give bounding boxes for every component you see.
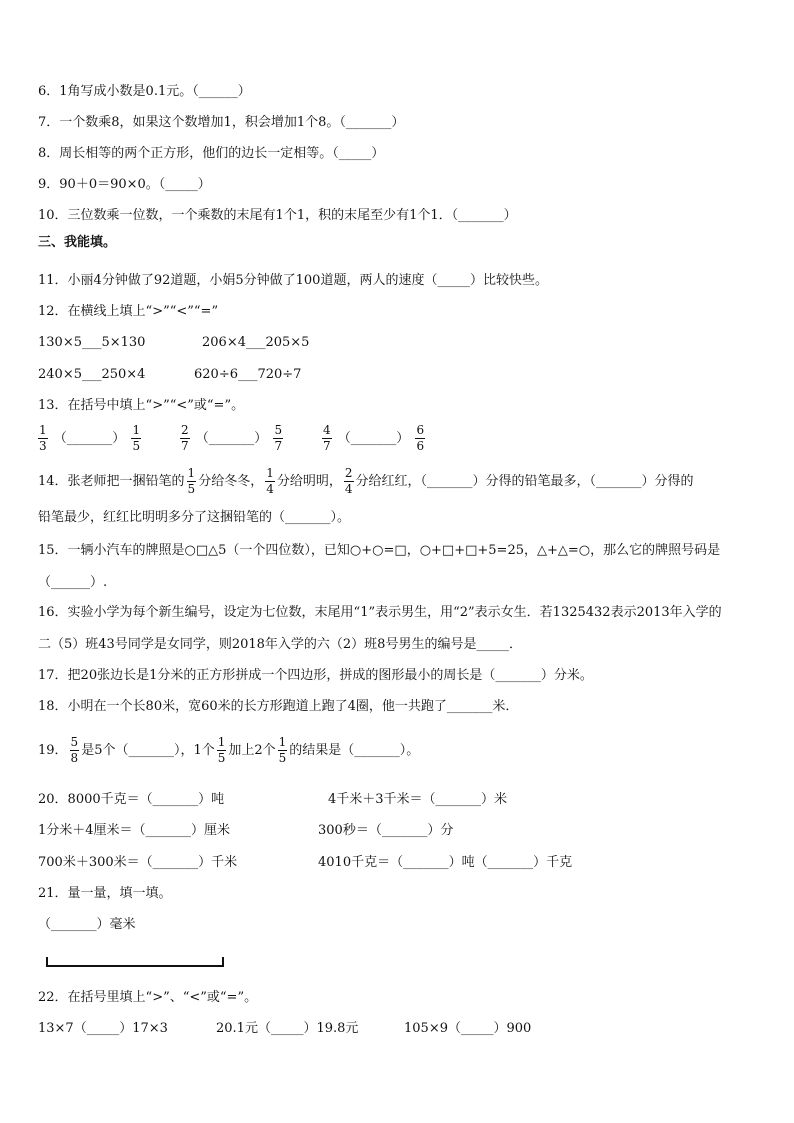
question-10: 10．三位数乘一位数，一个乘数的末尾有1个1，积的末尾至少有1个1．（_______） <box>38 208 517 223</box>
question-11: 11．小丽4分钟做了92道题，小娟5分钟做了100道题，两人的速度（_____）比较快些。 <box>38 273 548 288</box>
question-22: 22．在括号里填上“>”、“<”或“=”。 <box>38 990 258 1005</box>
fraction: $\frac{1}{5}$ <box>187 466 196 496</box>
question-8: 8．周长相等的两个正方形，他们的边长一定相等。（_____） <box>38 146 385 161</box>
fraction: $\frac{5}{7}$ <box>274 423 283 453</box>
fraction: $\frac{2}{4}$ <box>344 466 353 496</box>
fraction: $\frac{6}{6}$ <box>416 423 425 453</box>
question-13-compare-3 <box>320 424 427 453</box>
text: 是5个（_______），1个 <box>81 743 215 758</box>
text: 19． <box>38 743 68 758</box>
question-21: 21．量一量，填一填。 <box>38 886 172 901</box>
question-20-b: 4千米＋3千米＝（_______）米 <box>328 792 508 807</box>
answer-blank: （_______） <box>195 431 268 446</box>
question-20-e: 700米＋300米＝（_______）千米 <box>38 855 238 870</box>
section-heading-3: 三、我能填。 <box>38 235 117 250</box>
question-15-line-2: （______）. <box>38 575 108 590</box>
question-13-compare-1 <box>36 424 143 453</box>
question-20-c: 1分米＋4厘米＝（_______）厘米 <box>38 823 231 838</box>
question-12: 12．在横线上填上“>”“<”“=” <box>38 304 219 319</box>
fraction: $\frac{2}{7}$ <box>181 423 189 453</box>
fraction: $\frac{1}{5}$ <box>278 735 287 765</box>
measure-line-segment <box>46 957 224 967</box>
question-16: 16．实验小学为每个新生编号，设定为七位数，末尾用“1”表示男生，用“2”表示女生．若1325432表示2013年入学的 <box>38 605 722 620</box>
question-21-answer: （_______）毫米 <box>38 917 136 932</box>
question-7: 7．一个数乘8，如果这个数增加1，积会增加1个8。（_______） <box>38 115 405 130</box>
question-14-line-2: 铅笔最少，红红比明明多分了这捆铅笔的（_______）。 <box>38 510 351 525</box>
text: 分给明明， <box>276 474 342 489</box>
question-19 <box>38 736 419 765</box>
text: 的结果是（_______）。 <box>289 743 420 758</box>
text: 加上2个 <box>228 743 276 758</box>
question-20-a: 20．8000千克＝（_______）吨 <box>38 792 225 807</box>
fraction: $\frac{1}{5}$ <box>132 423 141 453</box>
text: 分给冬冬， <box>198 474 264 489</box>
question-12-c: 240×5___250×4 <box>38 367 146 382</box>
question-12-d: 620÷6___720÷7 <box>194 367 302 382</box>
fraction: $\frac{1}{5}$ <box>217 735 226 765</box>
question-20-d: 300秒＝（_______）分 <box>318 823 454 838</box>
fraction: $\frac{1}{3}$ <box>39 423 47 453</box>
question-22-c: 105×9（_____）900 <box>404 1021 532 1036</box>
question-13: 13．在括号中填上“>”“<”或“=”。 <box>38 398 245 413</box>
text: 14．张老师把一捆铅笔的 <box>38 474 185 489</box>
fraction: $\frac{4}{7}$ <box>323 423 331 453</box>
question-14 <box>38 467 694 496</box>
text: 分给红红，（_______）分得的铅笔最多，（_______）分得的 <box>355 474 694 489</box>
question-9: 9．90＋0＝90×0。（_____） <box>38 177 211 192</box>
question-20-f: 4010千克＝（_______）吨（_______）千克 <box>318 855 573 870</box>
question-15: 15．一辆小汽车的牌照是○□△5（一个四位数），已知○+○=□，○+□+□+5=25，△+△=○，那么它的牌照号码是 <box>38 543 721 558</box>
question-16-line-2: 二（5）班43号同学是女同学，则2018年入学的六（2）班8号男生的编号是_____． <box>38 637 522 652</box>
question-22-b: 20.1元（_____）19.8元 <box>216 1021 359 1036</box>
question-13-compare-2 <box>178 424 285 453</box>
question-18: 18．小明在一个长80米，宽60米的长方形跑道上跑了4圈，他一共跑了_______米． <box>38 699 519 714</box>
question-17: 17．把20张边长是1分米的正方形拼成一个四边形，拼成的图形最小的周长是（_______）分米。 <box>38 668 593 683</box>
answer-blank: （_______） <box>53 431 126 446</box>
question-6: 6．1角写成小数是0.1元。（______） <box>38 84 251 99</box>
question-12-a: 130×5___5×130 <box>38 335 146 350</box>
fraction: $\frac{1}{4}$ <box>266 466 274 496</box>
answer-blank: （_______） <box>337 431 410 446</box>
question-12-b: 206×4___205×5 <box>202 335 310 350</box>
fraction: $\frac{5}{8}$ <box>70 735 79 765</box>
question-22-a: 13×7（_____）17×3 <box>38 1021 168 1036</box>
